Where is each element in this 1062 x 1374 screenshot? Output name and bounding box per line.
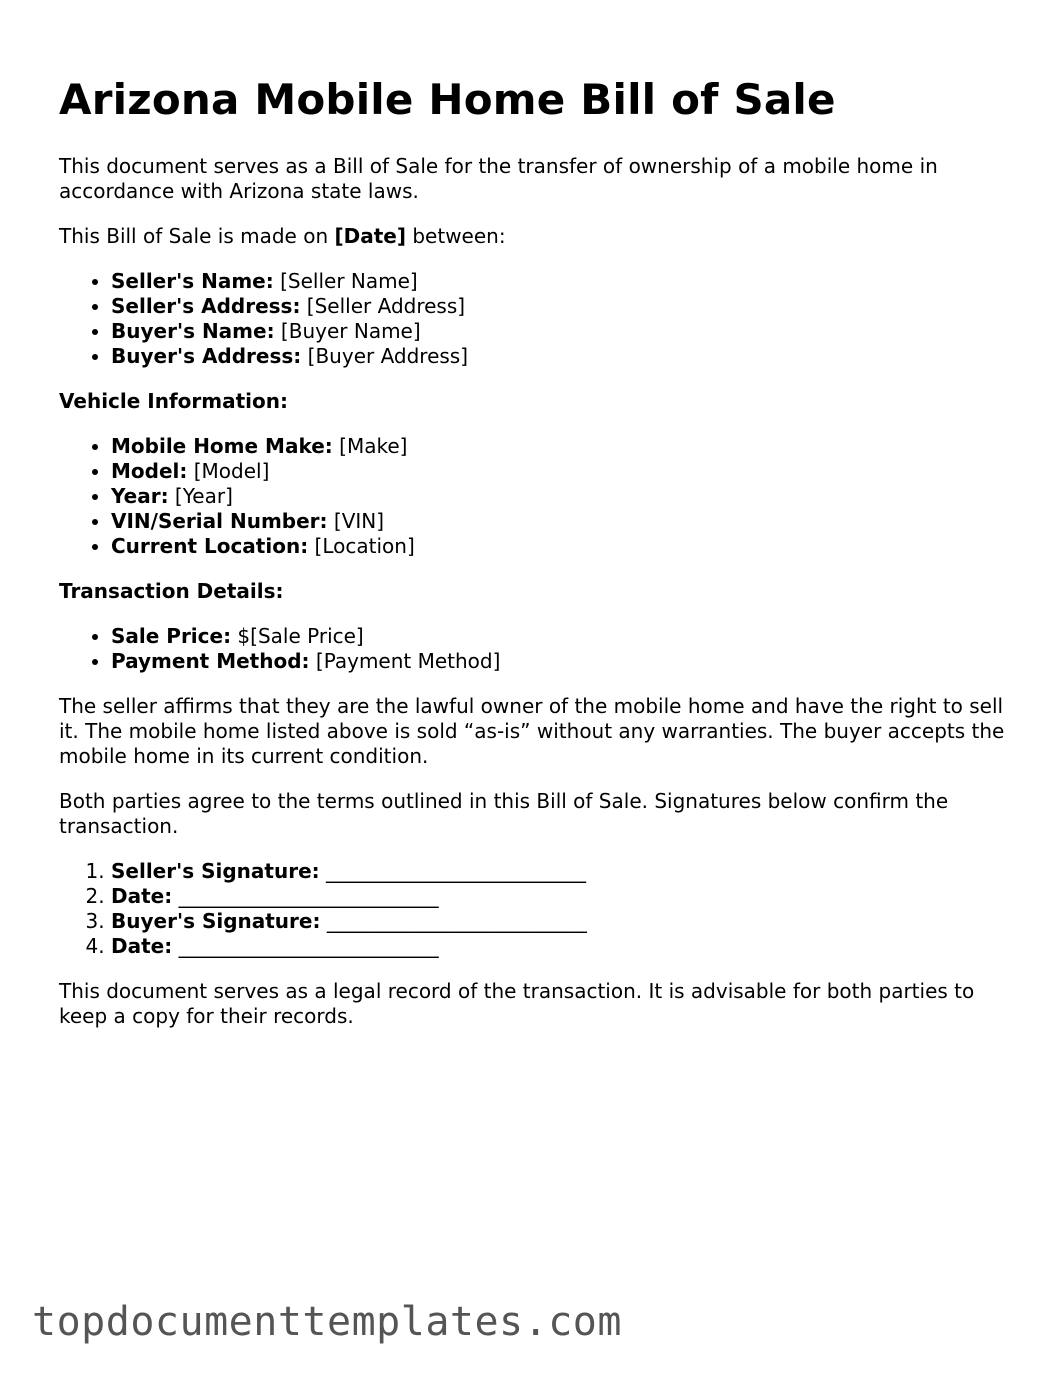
item-value: [Seller Name] — [273, 269, 418, 293]
signature-line — [111, 909, 1009, 934]
item-label: Payment Method: — [111, 649, 310, 673]
document-page — [59, 72, 1009, 1049]
item-label: Seller's Name: — [111, 269, 274, 293]
list-item — [111, 509, 1009, 534]
list-item — [111, 649, 1009, 674]
signature-blank: __________________________ — [172, 934, 439, 958]
made-on-prefix: This Bill of Sale is made on — [59, 224, 335, 248]
item-value: [Buyer Address] — [301, 344, 469, 368]
item-label: Buyer's Signature: — [111, 909, 321, 933]
parties-list — [59, 269, 1009, 369]
list-item — [111, 294, 1009, 319]
vehicle-list — [59, 434, 1009, 559]
item-label: Date: — [111, 884, 173, 908]
document-title: Arizona Mobile Home Bill of Sale — [59, 75, 836, 124]
item-label: Seller's Address: — [111, 294, 301, 318]
signature-line — [111, 859, 1009, 884]
list-item — [111, 434, 1009, 459]
item-value: [Model] — [187, 459, 270, 483]
item-label: Buyer's Name: — [111, 319, 275, 343]
list-item — [111, 319, 1009, 344]
signature-line — [111, 934, 1009, 959]
list-item — [111, 484, 1009, 509]
transaction-list — [59, 624, 1009, 674]
closing-paragraph: This document serves as a legal record of the transaction. It is advisable for both parties to keep a copy for their records. — [59, 979, 975, 1028]
list-item — [111, 459, 1009, 484]
made-on-date: [Date] — [334, 224, 406, 248]
made-on-suffix: between: — [406, 224, 506, 248]
item-value: [Payment Method] — [309, 649, 501, 673]
list-item — [111, 269, 1009, 294]
made-on-paragraph — [59, 224, 1009, 249]
signature-blank: __________________________ — [319, 859, 586, 883]
item-value: [VIN] — [327, 509, 385, 533]
intro-paragraph: This document serves as a Bill of Sale for the transfer of ownership of a mobile home in accordance with Arizona state laws. — [59, 154, 938, 203]
item-label: Date: — [111, 934, 173, 958]
list-item — [111, 344, 1009, 369]
item-label: Current Location: — [111, 534, 309, 558]
item-value: [Location] — [308, 534, 415, 558]
transaction-heading: Transaction Details: — [59, 579, 284, 603]
item-value: [Year] — [168, 484, 233, 508]
item-label: Mobile Home Make: — [111, 434, 333, 458]
item-label: VIN/Serial Number: — [111, 509, 328, 533]
item-label: Buyer's Address: — [111, 344, 302, 368]
signature-blank: __________________________ — [172, 884, 439, 908]
item-label: Sale Price: — [111, 624, 232, 648]
item-value: [Make] — [332, 434, 408, 458]
item-label: Model: — [111, 459, 188, 483]
signatures-list — [59, 859, 1009, 959]
item-label: Seller's Signature: — [111, 859, 320, 883]
list-item — [111, 534, 1009, 559]
affirmation-paragraph: The seller affirms that they are the lawful owner of the mobile home and have the right to sell it. The mobile home listed above is sold “as-is” without any warranties. The buyer accepts the mobile home in its current condition. — [59, 694, 1005, 768]
item-label: Year: — [111, 484, 169, 508]
item-value: [Buyer Name] — [274, 319, 421, 343]
vehicle-heading: Vehicle Information: — [59, 389, 288, 413]
signature-blank: __________________________ — [320, 909, 587, 933]
agreement-paragraph: Both parties agree to the terms outlined in this Bill of Sale. Signatures below confirm the transaction. — [59, 789, 949, 838]
item-value: $[Sale Price] — [231, 624, 364, 648]
list-item — [111, 624, 1009, 649]
watermark-text: topdocumenttemplates.com — [32, 1299, 622, 1345]
signature-line — [111, 884, 1009, 909]
item-value: [Seller Address] — [300, 294, 466, 318]
